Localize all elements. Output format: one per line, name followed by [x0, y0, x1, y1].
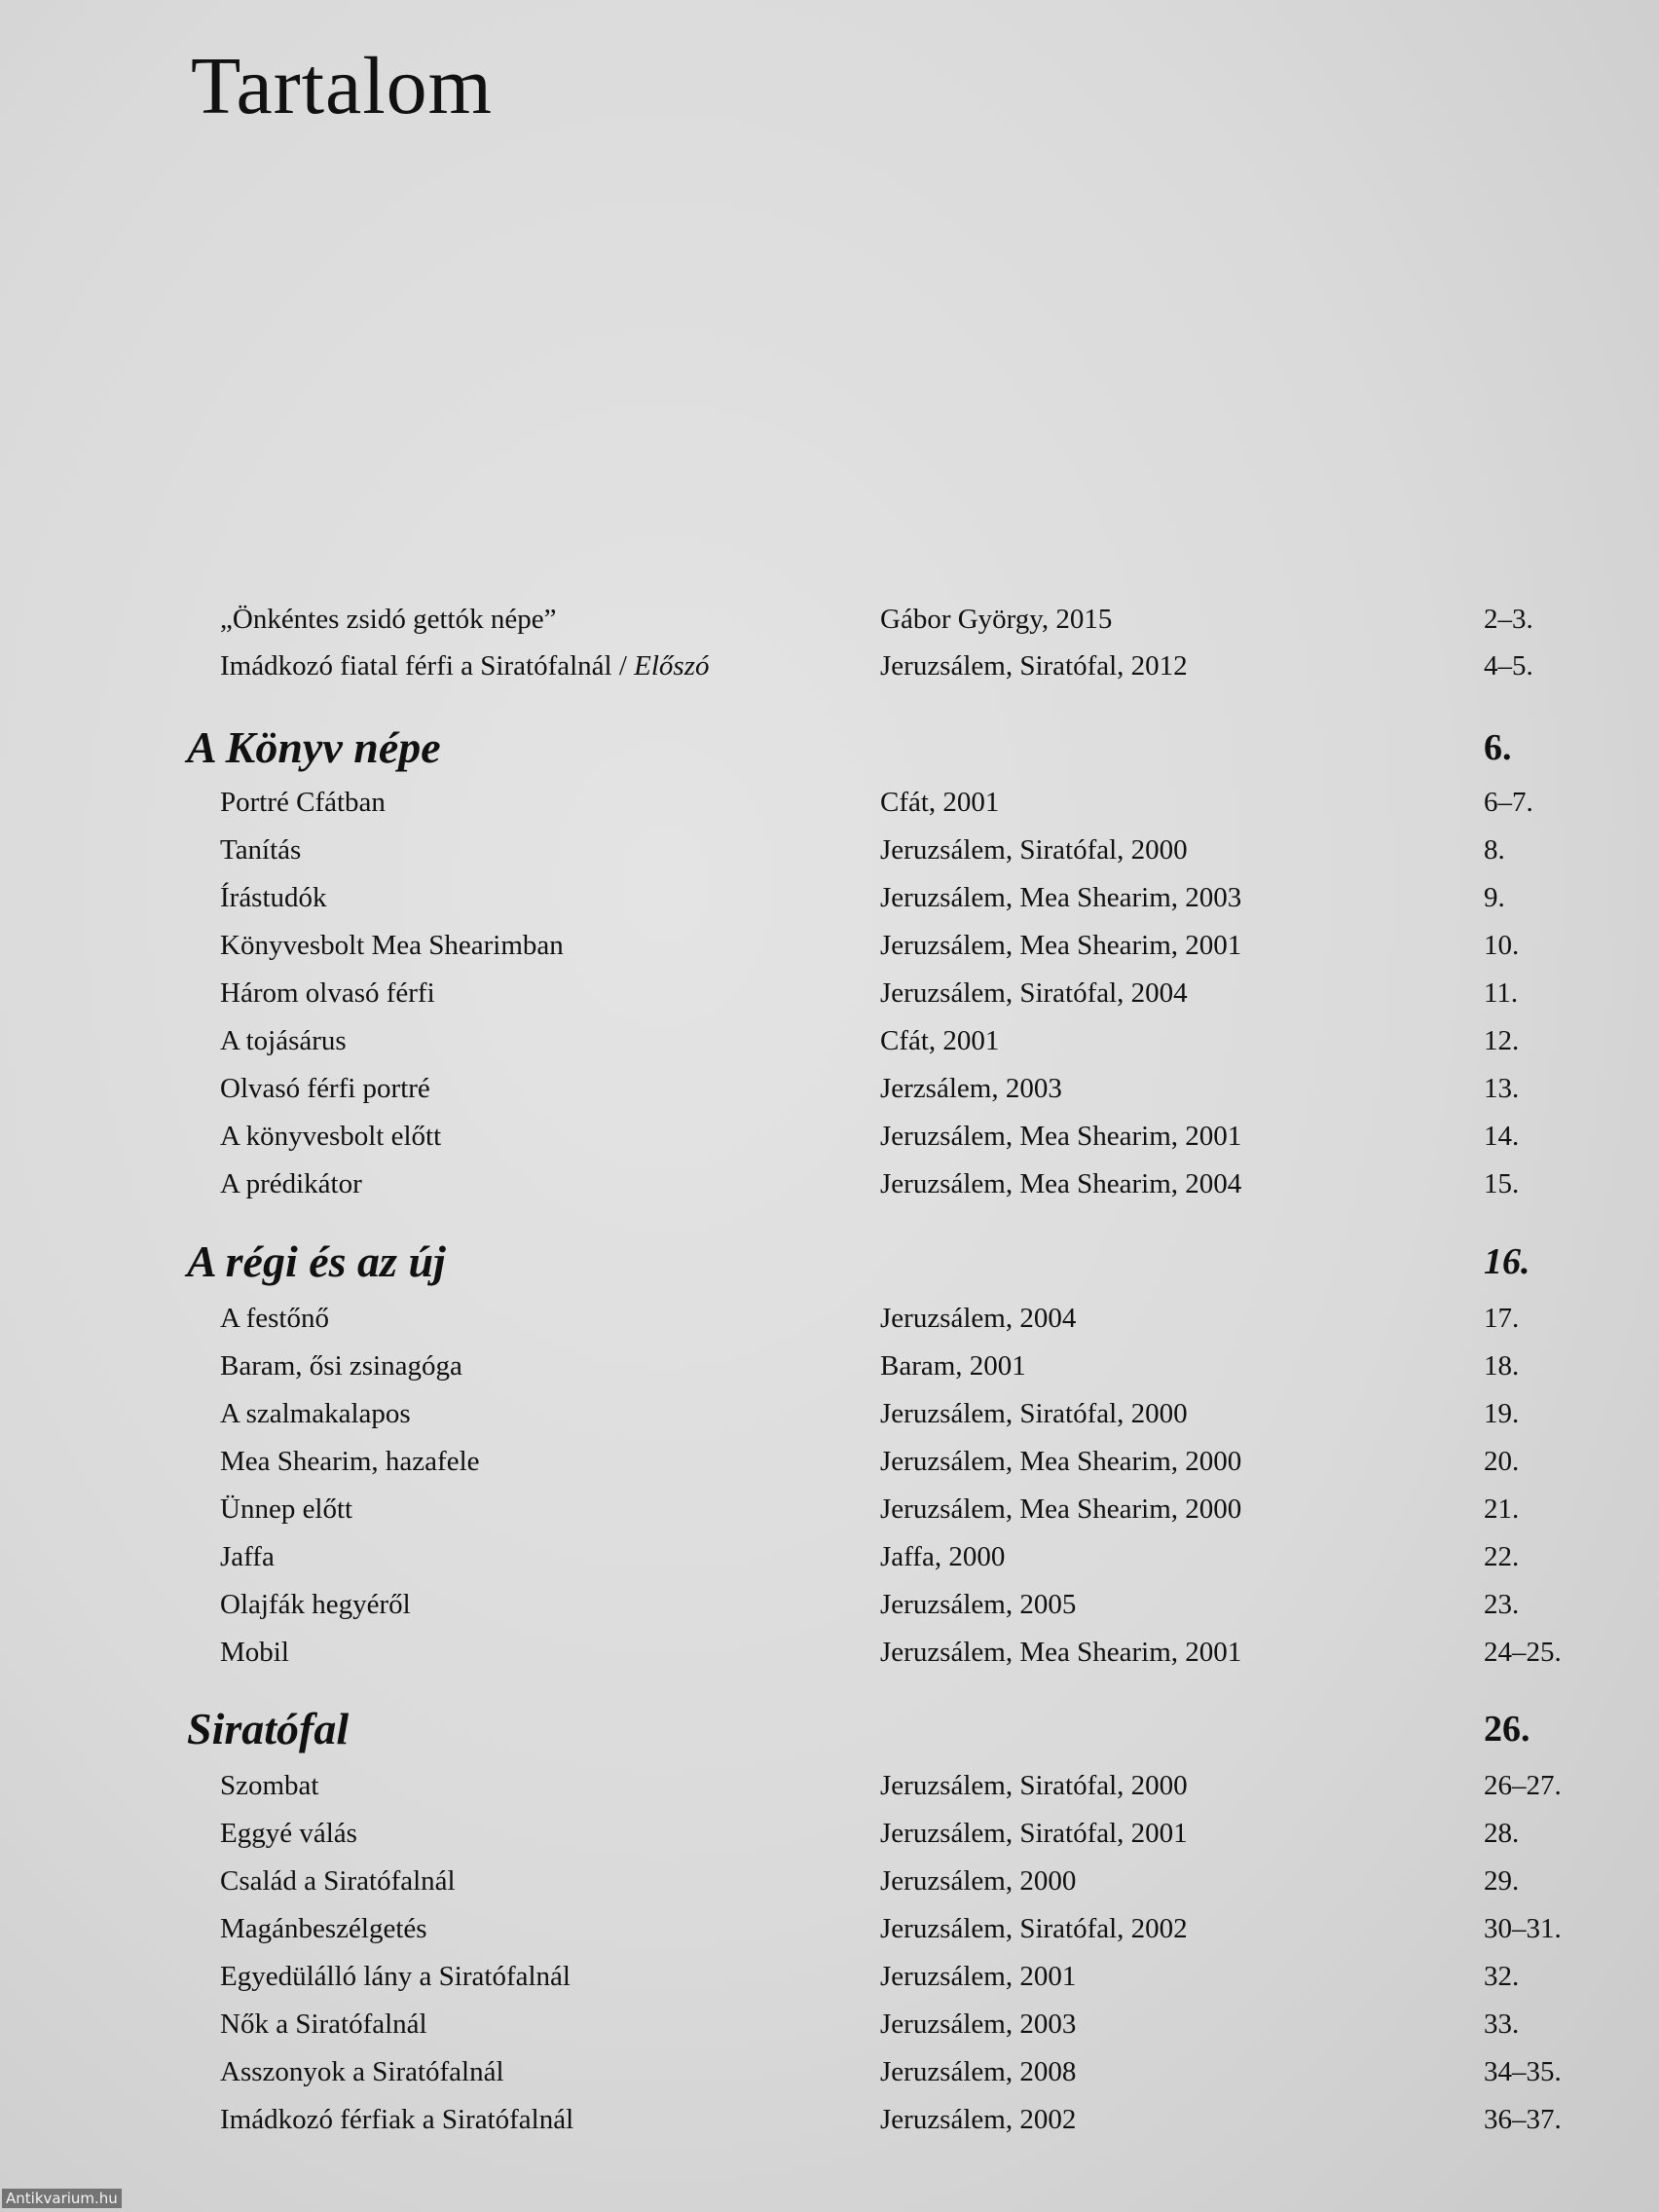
entry-page: 8.: [1484, 834, 1505, 866]
entry-title: Olvasó férfi portré: [220, 1073, 430, 1104]
entry-location: Jeruzsálem, 2001: [880, 1961, 1077, 1992]
entry-location: Jeruzsálem, Siratófal, 2000: [880, 1770, 1188, 1801]
toc-entry: [0, 598, 1659, 641]
entry-location: Jeruzsálem, Mea Shearim, 2003: [880, 882, 1242, 913]
entry-title: Magánbeszélgetés: [220, 1913, 427, 1944]
entry-page: 14.: [1484, 1121, 1520, 1152]
entry-title-italic: Előszó: [634, 650, 710, 682]
toc-entry: [0, 1764, 1659, 1807]
entry-location: Jeruzsálem, Mea Shearim, 2001: [880, 1121, 1242, 1152]
entry-location: Jeruzsálem, Siratófal, 2012: [880, 650, 1188, 682]
toc-entry: [0, 2098, 1659, 2141]
entry-title: A könyvesbolt előtt: [220, 1121, 442, 1152]
entry-location: Cfát, 2001: [880, 787, 1000, 818]
watermark: Antikvarium.hu: [2, 2189, 122, 2208]
entry-title: [220, 645, 710, 687]
entry-location: Cfát, 2001: [880, 1025, 1000, 1056]
entry-page: 28.: [1484, 1818, 1520, 1849]
toc-entry: [0, 1019, 1659, 1062]
entry-title: A tojásárus: [220, 1025, 347, 1056]
entry-location: Jeruzsálem, 2000: [880, 1865, 1077, 1897]
entry-title: Eggyé válás: [220, 1818, 357, 1849]
entry-title: A szalmakalapos: [220, 1398, 411, 1429]
entry-title: A prédikátor: [220, 1168, 362, 1199]
section-page: 26.: [1484, 1709, 1530, 1750]
entry-title: Nők a Siratófalnál: [220, 2009, 427, 2040]
entry-location: Jeruzsálem, Mea Shearim, 2000: [880, 1493, 1242, 1525]
section-title: A régi és az új: [187, 1236, 446, 1286]
section-heading: [0, 1699, 1659, 1759]
entry-title: Család a Siratófalnál: [220, 1865, 456, 1897]
toc-entry: [0, 2050, 1659, 2093]
section-heading: [0, 1232, 1659, 1292]
entry-title: Három olvasó férfi: [220, 977, 435, 1009]
toc-entry: [0, 1297, 1659, 1340]
toc-entry: [0, 1345, 1659, 1387]
entry-location: Jeruzsálem, Siratófal, 2001: [880, 1818, 1188, 1849]
section-title: A Könyv népe: [187, 722, 441, 772]
entry-location: Jeruzsálem, Mea Shearim, 2004: [880, 1168, 1242, 1199]
entry-page: 22.: [1484, 1541, 1520, 1572]
entry-page: 30–31.: [1484, 1913, 1562, 1944]
entry-page: 4–5.: [1484, 650, 1533, 682]
section-page: 6.: [1484, 727, 1512, 768]
entry-page: 29.: [1484, 1865, 1520, 1897]
entry-title: „Önkéntes zsidó gettók népe”: [220, 604, 557, 635]
entry-location: Jeruzsálem, 2002: [880, 2104, 1077, 2135]
entry-title: Egyedülálló lány a Siratófalnál: [220, 1961, 571, 1992]
entry-title: Baram, ősi zsinagóga: [220, 1350, 462, 1382]
entry-location: Jerzsálem, 2003: [880, 1073, 1062, 1104]
section-heading: [0, 718, 1659, 778]
entry-page: 10.: [1484, 930, 1520, 961]
entry-page: 32.: [1484, 1961, 1520, 1992]
toc-entry: [0, 1907, 1659, 1950]
entry-page: 6–7.: [1484, 787, 1533, 818]
page-title: Tartalom: [191, 41, 493, 131]
toc-entry: [0, 972, 1659, 1014]
toc-entry: [0, 1583, 1659, 1626]
entry-page: 36–37.: [1484, 2104, 1562, 2135]
entry-page: 26–27.: [1484, 1770, 1562, 1801]
entry-title: Asszonyok a Siratófalnál: [220, 2056, 504, 2087]
toc-entry: [0, 2003, 1659, 2046]
entry-page: 11.: [1484, 977, 1519, 1009]
entry-title: Portré Cfátban: [220, 787, 386, 818]
toc-entry: [0, 876, 1659, 919]
entry-title: Tanítás: [220, 834, 302, 866]
entry-location: Jeruzsálem, 2004: [880, 1303, 1077, 1334]
entry-location: Jeruzsálem, Siratófal, 2000: [880, 834, 1188, 866]
entry-location: Jeruzsálem, Siratófal, 2004: [880, 977, 1188, 1009]
entry-title: Ünnep előtt: [220, 1493, 353, 1525]
entry-title: Könyvesbolt Mea Shearimban: [220, 930, 564, 961]
entry-title: Mobil: [220, 1637, 289, 1668]
entry-title: Olajfák hegyéről: [220, 1589, 411, 1620]
entry-page: 23.: [1484, 1589, 1520, 1620]
entry-title-text: Imádkozó fiatal férfi a Siratófalnál /: [220, 650, 635, 682]
entry-location: Jaffa, 2000: [880, 1541, 1006, 1572]
entry-page: 24–25.: [1484, 1637, 1562, 1668]
toc-entry: [0, 1860, 1659, 1902]
entry-page: 19.: [1484, 1398, 1520, 1429]
entry-page: 17.: [1484, 1303, 1520, 1334]
entry-page: 13.: [1484, 1073, 1520, 1104]
entry-location: Jeruzsálem, Siratófal, 2002: [880, 1913, 1188, 1944]
toc-entry: [0, 1440, 1659, 1483]
entry-page: 33.: [1484, 2009, 1520, 2040]
entry-location: Baram, 2001: [880, 1350, 1026, 1382]
entry-page: 20.: [1484, 1446, 1520, 1477]
entry-title: Írástudók: [220, 882, 327, 913]
entry-location: Jeruzsálem, Mea Shearim, 2000: [880, 1446, 1242, 1477]
entry-page: 21.: [1484, 1493, 1520, 1525]
toc-entry: [0, 1115, 1659, 1158]
toc-entry: [0, 1631, 1659, 1674]
entry-location: Jeruzsálem, 2005: [880, 1589, 1077, 1620]
toc-entry: [0, 1392, 1659, 1435]
entry-page: 12.: [1484, 1025, 1520, 1056]
toc-entry: [0, 924, 1659, 967]
entry-title: Mea Shearim, hazafele: [220, 1446, 480, 1477]
toc-entry: [0, 829, 1659, 871]
entry-location: Jeruzsálem, 2008: [880, 2056, 1077, 2087]
toc-entry: [0, 1812, 1659, 1855]
toc-entry: [0, 781, 1659, 824]
entry-title: A festőnő: [220, 1303, 329, 1334]
entry-page: 9.: [1484, 882, 1505, 913]
entry-location: Jeruzsálem, 2003: [880, 2009, 1077, 2040]
toc-entry: [0, 1162, 1659, 1205]
entry-location: Jeruzsálem, Mea Shearim, 2001: [880, 930, 1242, 961]
entry-title: Jaffa: [220, 1541, 275, 1572]
entry-location: Jeruzsálem, Siratófal, 2000: [880, 1398, 1188, 1429]
toc-entry: [0, 1067, 1659, 1110]
entry-page: 15.: [1484, 1168, 1520, 1199]
toc-entry: [0, 1535, 1659, 1578]
entry-page: 2–3.: [1484, 604, 1533, 635]
entry-page: 34–35.: [1484, 2056, 1562, 2087]
toc-entry: [0, 1955, 1659, 1998]
entry-title: Szombat: [220, 1770, 319, 1801]
entry-location: Gábor György, 2015: [880, 604, 1113, 635]
entry-location: Jeruzsálem, Mea Shearim, 2001: [880, 1637, 1242, 1668]
toc-entry: [0, 645, 1659, 687]
entry-page: 18.: [1484, 1350, 1520, 1382]
entry-title: Imádkozó férfiak a Siratófalnál: [220, 2104, 574, 2135]
toc-entry: [0, 1488, 1659, 1530]
section-page: 16.: [1484, 1241, 1530, 1282]
section-title: Siratófal: [187, 1704, 350, 1753]
